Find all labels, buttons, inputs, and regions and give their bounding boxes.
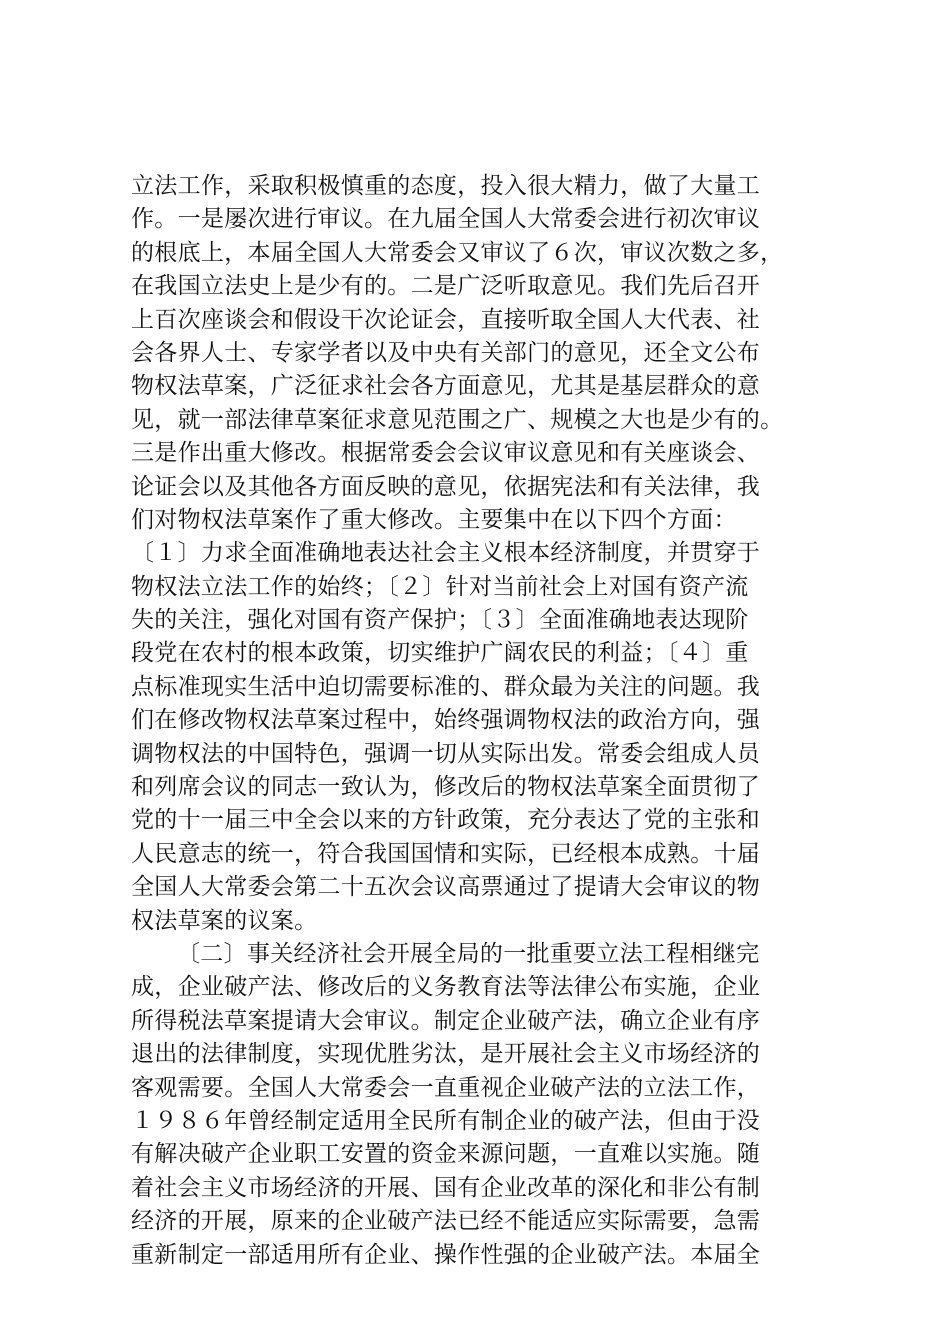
text-line: 调物权法的中国特色，强调一切从实际出发。常委会组成人员 <box>131 740 761 767</box>
text-line: 着社会主义市场经济的开展、国有企业改革的深化和非公有制 <box>131 1174 761 1201</box>
text-line: 论证会以及其他各方面反映的意见，依据宪法和有关法律，我 <box>131 473 761 500</box>
text-line: 在我国立法史上是少有的。二是广泛听取意见。我们先后召开 <box>131 273 761 300</box>
text-line: 见，就一部法律草案征求意见范围之广、规模之大也是少有的。 <box>131 406 784 433</box>
text-line: 们在修改物权法草案过程中，始终强调物权法的政治方向，强 <box>131 707 761 734</box>
text-line: 物权法立法工作的始终；〔２〕针对当前社会上对国有资产流 <box>131 573 749 600</box>
text-line: 所得税法草案提请大会审议。制定企业破产法，确立企业有序 <box>131 1007 761 1034</box>
paragraph-start-line: 〔二〕事关经济社会开展全局的一批重要立法工程相继完 <box>177 940 760 967</box>
text-line: 权法草案的议案。 <box>131 907 318 934</box>
text-line: 和列席会议的同志一致认为，修改后的物权法草案全面贯彻了 <box>131 774 761 801</box>
text-line: １９８６年曾经制定适用全民所有制企业的破产法，但由于没 <box>131 1107 761 1134</box>
text-line: 立法工作，采取积极慎重的态度，投入很大精力，做了大量工 <box>131 173 761 199</box>
text-line: 人民意志的统一，符合我国国情和实际，已经根本成熟。十届 <box>131 840 761 867</box>
text-line: 退出的法律制度，实现优胜劣汰，是开展社会主义市场经济的 <box>131 1041 761 1068</box>
text-line: 成，企业破产法、修改后的义务教育法等法律公布实施，企业 <box>131 974 761 1001</box>
text-line: 会各界人士、专家学者以及中央有关部门的意见，还全文公布 <box>131 339 761 366</box>
text-line: 经济的开展，原来的企业破产法已经不能适应实际需要，急需 <box>131 1208 761 1235</box>
body-text <box>131 170 821 1272</box>
text-line: 有解决破产企业职工安置的资金来源问题，一直难以实施。随 <box>131 1141 761 1168</box>
text-line: 段党在农村的根本政策，切实维护广阔农民的利益；〔４〕重 <box>131 640 749 667</box>
text-line: 的根底上，本届全国人大常委会又审议了６次，审议次数之多， <box>131 239 784 266</box>
text-line: 客观需要。全国人大常委会一直重视企业破产法的立法工作， <box>131 1074 761 1101</box>
text-line: 上百次座谈会和假设干次论证会，直接听取全国人大代表、社 <box>131 306 761 333</box>
text-line: 失的关注，强化对国有资产保护；〔３〕全面准确地表达现阶 <box>131 607 749 634</box>
text-line: 作。一是屡次进行审议。在九届全国人大常委会进行初次审议 <box>131 206 761 233</box>
text-line: 点标准现实生活中迫切需要标准的、群众最为关注的问题。我 <box>131 673 761 700</box>
text-line: 们对物权法草案作了重大修改。主要集中在以下四个方面： <box>131 506 737 533</box>
text-line: 物权法草案，广泛征求社会各方面意见，尤其是基层群众的意 <box>131 373 761 400</box>
text-line: 三是作出重大修改。根据常委会会议审议意见和有关座谈会、 <box>131 440 761 467</box>
text-line: 全国人大常委会第二十五次会议高票通过了提请大会审议的物 <box>131 874 761 901</box>
text-line: 〔１〕力求全面准确地表达社会主义根本经济制度，并贯穿于 <box>131 540 761 567</box>
text-line: 重新制定一部适用所有企业、操作性强的企业破产法。本届全 <box>131 1241 761 1268</box>
text-line: 党的十一届三中全会以来的方针政策，充分表达了党的主张和 <box>131 807 761 834</box>
